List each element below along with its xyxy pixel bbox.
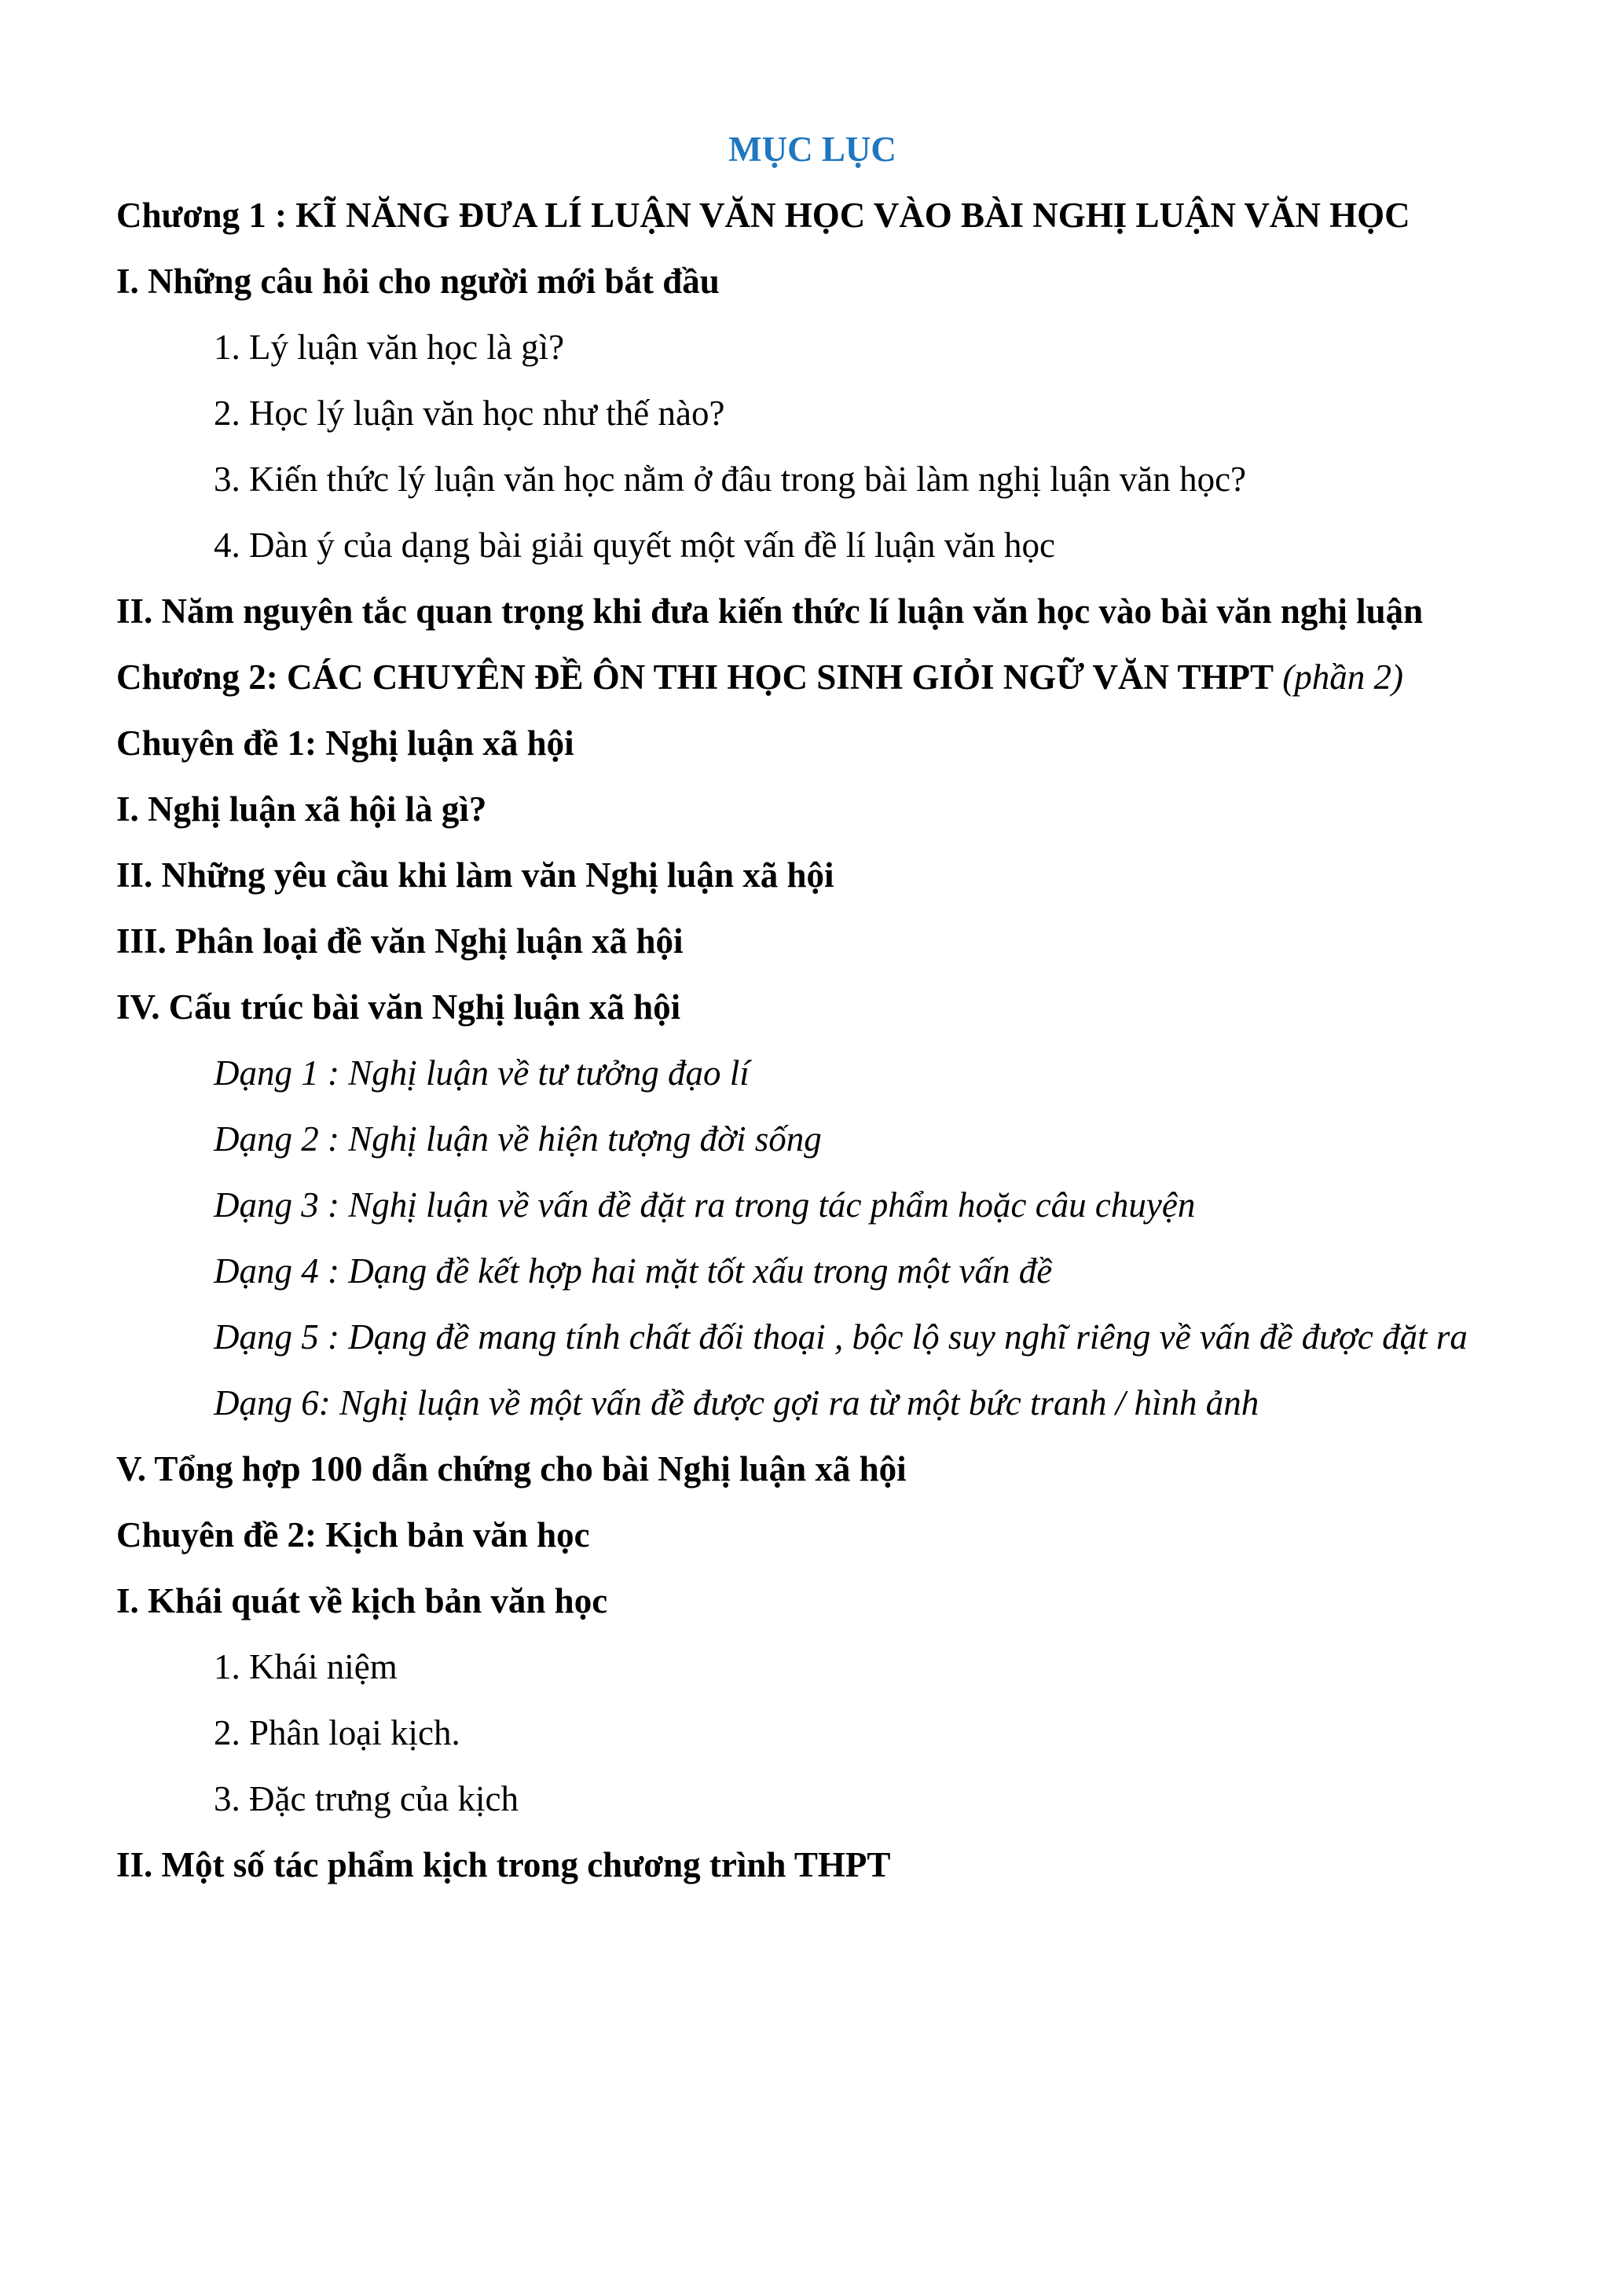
topic1-form: Dạng 4 : Dạng đề kết hợp hai mặt tốt xấu trong một vấn đề xyxy=(214,1251,1053,1291)
toc-item: 3. Đặc trưng của kịch xyxy=(214,1779,519,1818)
chapter2-heading-italic: (phần 2) xyxy=(1282,657,1403,697)
topic1-section: III. Phân loại đề văn Nghị luận xã hội xyxy=(116,921,684,961)
document-page xyxy=(116,116,1509,1898)
toc-item: 2. Học lý luận văn học như thế nào? xyxy=(214,394,725,433)
topic1-form: Dạng 6: Nghị luận về một vấn đề được gợi ra từ một bức tranh / hình ảnh xyxy=(214,1383,1259,1423)
topic1-heading: Chuyên đề 1: Nghị luận xã hội xyxy=(116,723,574,763)
topic2-section1: I. Khái quát về kịch bản văn học xyxy=(116,1581,608,1620)
toc-item: 1. Khái niệm xyxy=(214,1647,398,1686)
topic2-heading: Chuyên đề 2: Kịch bản văn học xyxy=(116,1515,590,1554)
chapter1-heading: Chương 1 : KĨ NĂNG ĐƯA LÍ LUẬN VĂN HỌC VÀO BÀI NGHỊ LUẬN VĂN HỌC xyxy=(116,196,1410,235)
topic1-form: Dạng 1 : Nghị luận về tư tưởng đạo lí xyxy=(214,1053,750,1093)
toc-item: 1. Lý luận văn học là gì? xyxy=(214,328,565,367)
toc-item: 2. Phân loại kịch. xyxy=(214,1713,460,1752)
toc-item: 4. Dàn ý của dạng bài giải quyết một vấn đề lí luận văn học xyxy=(214,525,1055,565)
topic1-form: Dạng 3 : Nghị luận về vấn đề đặt ra trong tác phẩm hoặc câu chuyện xyxy=(214,1185,1196,1225)
topic1-form: Dạng 2 : Nghị luận về hiện tượng đời sống xyxy=(214,1119,822,1159)
chapter2-heading-bold: Chương 2: CÁC CHUYÊN ĐỀ ÔN THI HỌC SINH GIỎI NGỮ VĂN THPT xyxy=(116,657,1274,697)
topic1-form: Dạng 5 : Dạng đề mang tính chất đối thoại , bộc lộ suy nghĩ riêng về vấn đề được đặt ra xyxy=(214,1317,1468,1357)
chapter2-heading xyxy=(116,644,1509,710)
chapter1-section2-heading: II. Năm nguyên tắc quan trọng khi đưa kiến thức lí luận văn học vào bài văn nghị luận xyxy=(116,591,1424,631)
topic1-section5: V. Tổng hợp 100 dẫn chứng cho bài Nghị luận xã hội xyxy=(116,1449,907,1489)
topic2-section2: II. Một số tác phẩm kịch trong chương trình THPT xyxy=(116,1845,891,1884)
topic1-section: II. Những yêu cầu khi làm văn Nghị luận xã hội xyxy=(116,855,834,895)
chapter1-section1-heading: I. Những câu hỏi cho người mới bắt đầu xyxy=(116,262,720,301)
topic1-section: I. Nghị luận xã hội là gì? xyxy=(116,789,487,829)
topic1-section: IV. Cấu trúc bài văn Nghị luận xã hội xyxy=(116,987,681,1027)
page-title: MỤC LỤC xyxy=(728,130,896,169)
toc-item: 3. Kiến thức lý luận văn học nằm ở đâu trong bài làm nghị luận văn học? xyxy=(214,460,1247,499)
